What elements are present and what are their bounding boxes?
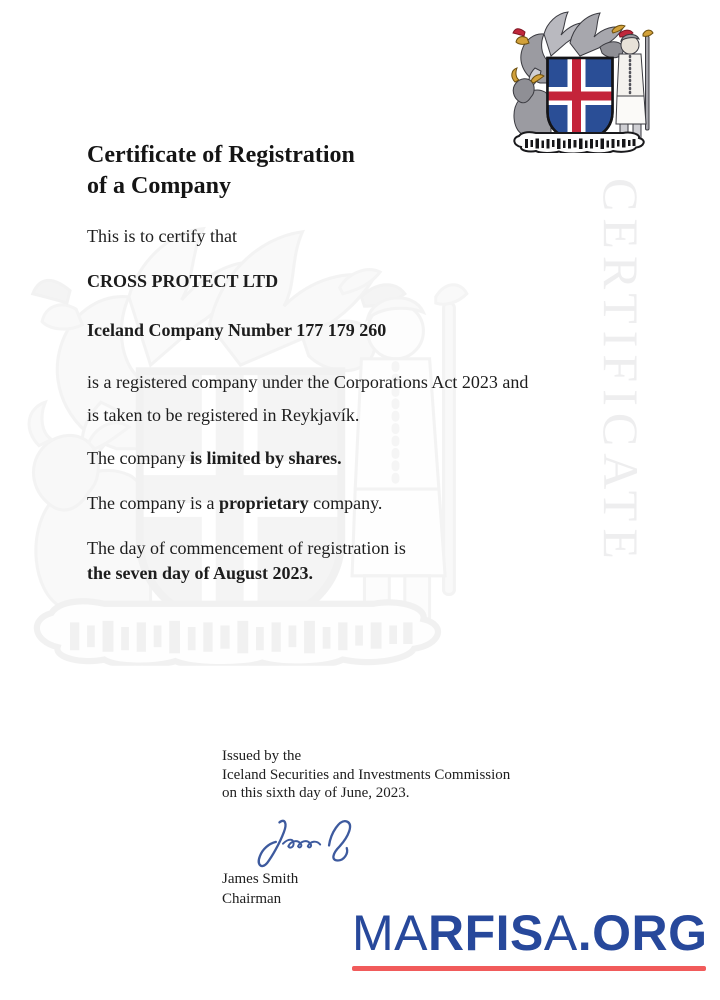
certify-line: This is to certify that [87,226,237,246]
registration-statement [87,366,617,432]
commencement-statement [87,536,617,586]
registration-statement-line-1: is a registered company under the Corporations Act 2023 and [87,372,529,392]
certificate-title [87,140,547,202]
company-number: Iceland Company Number 177 179 260 [87,320,387,340]
signature [250,810,362,872]
issuer-line-3: on this sixth day of June, 2023. [222,785,410,801]
logo-segment-bold-2: .ORG [577,905,708,961]
commencement-line-1: The day of commencement of registration is [87,538,406,558]
logo-segment-bold-1: RFIS [428,905,544,961]
proprietary-prefix: The company is a [87,493,219,513]
signatory-name: James Smith [222,871,299,887]
signatory-title: Chairman [222,891,282,907]
registration-statement-line-2: is taken to be registered in Reykjavík. [87,405,360,425]
limited-prefix: The company [87,448,190,468]
proprietary-statement [87,491,617,515]
commencement-line-2: the seven day of August 2023. [87,563,314,583]
title-line-2: of a Company [87,173,232,199]
issuer-line-2: Iceland Securities and Investments Commission [222,766,511,783]
title-line-1: Certificate of Registration [87,142,355,168]
certificate-watermark-text: CERTIFICATE [593,178,649,566]
proprietary-bold: proprietary [218,493,309,513]
marfisa-logo [352,907,712,959]
company-name: CROSS PROTECT LTD [87,271,279,291]
signatory-block [222,869,472,909]
limited-bold: is limited by shares. [189,448,342,468]
logo-segment-light-1: MA [352,905,428,961]
limited-by-shares-statement [87,446,617,470]
proprietary-suffix: company. [308,493,383,513]
issuer-block [222,747,562,803]
logo-underline [352,966,706,971]
iceland-coat-of-arms [505,8,655,153]
issuer-line-1: Issued by the [222,748,302,764]
logo-segment-light-2: A [543,905,578,961]
